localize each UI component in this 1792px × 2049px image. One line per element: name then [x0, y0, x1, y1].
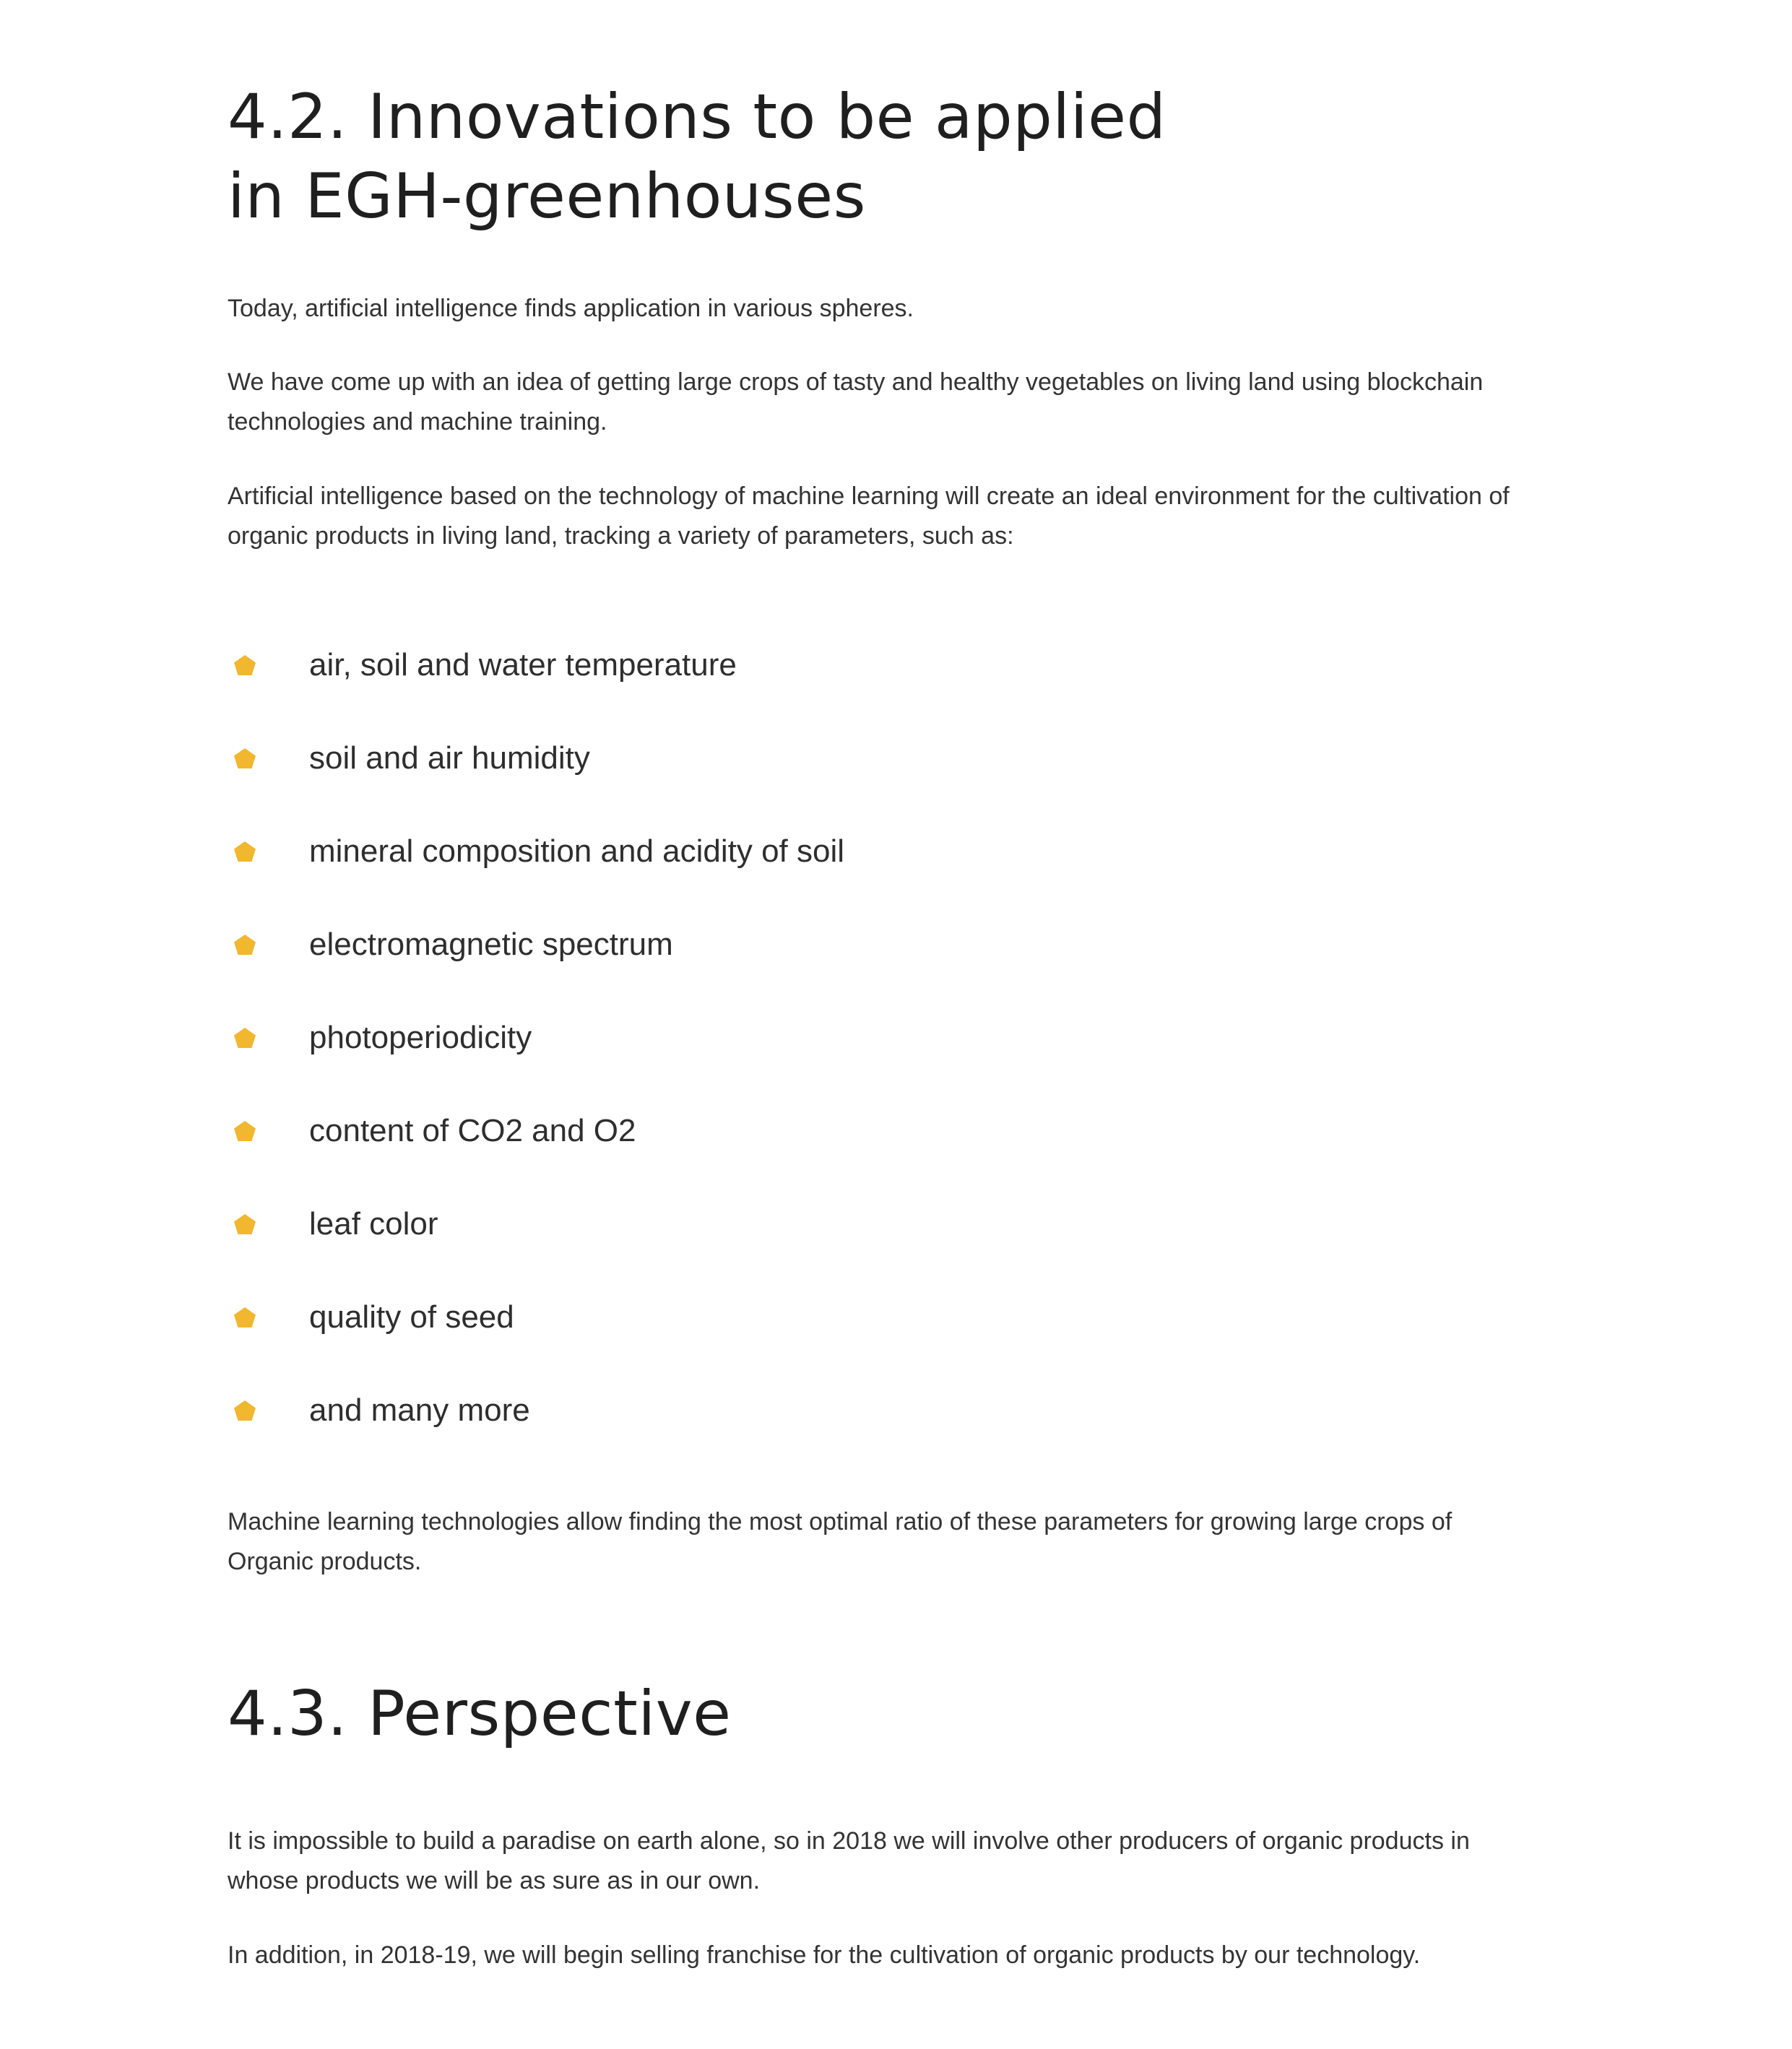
pentagon-bullet-icon [233, 1307, 256, 1328]
list-item-label: and many more [309, 1392, 530, 1428]
list-item-label: mineral composition and acidity of soil [309, 833, 845, 869]
list-item-label: quality of seed [309, 1299, 514, 1335]
pentagon-bullet-icon [233, 1120, 256, 1142]
list-item [228, 1084, 844, 1177]
list-item [228, 1177, 844, 1270]
list-item [228, 991, 844, 1084]
list-item [228, 1364, 844, 1457]
list-item-label: photoperiodicity [309, 1019, 532, 1055]
pentagon-bullet-icon [233, 748, 256, 769]
intro-paragraph: Today, artificial intelligence finds application in various spheres. [228, 295, 914, 322]
list-item [228, 898, 844, 991]
section-4-3-title: 4.3. Perspective [228, 1678, 732, 1750]
section-4-2-title [228, 77, 1455, 236]
section-4-2-title-line-2: in EGH-greenhouses [228, 160, 866, 233]
list-item-label: air, soil and water temperature [309, 646, 737, 683]
perspective-paragraph: It is impossible to build a paradise on earth alone, so in 2018 we will involve other producers of organic products in whose products we will be as sure as in our own. [228, 1827, 1470, 1894]
idea-paragraph: We have come up with an idea of getting large crops of tasty and healthy vegetables on living land using blockchain technologies and machine training. [228, 368, 1484, 436]
list-item-label: soil and air humidity [309, 740, 590, 776]
list-item [228, 1270, 844, 1364]
list-item [228, 805, 844, 898]
pentagon-bullet-icon [233, 1027, 256, 1049]
pentagon-bullet-icon [233, 934, 256, 956]
ai-paragraph: Artificial intelligence based on the technology of machine learning will create an ideal environment for the cultivation of organic products in living land, tracking a variety of parameters, such as: [228, 482, 1510, 550]
franchise-paragraph: In addition, in 2018-19, we will begin selling franchise for the cultivation of organic products by our technology. [228, 1941, 1421, 1969]
pentagon-bullet-icon [233, 654, 256, 676]
pentagon-bullet-icon [233, 1213, 256, 1235]
list-item-label: electromagnetic spectrum [309, 926, 673, 962]
pentagon-bullet-icon [233, 841, 256, 862]
section-4-2-title-line-1: 4.2. Innovations to be applied [228, 81, 1166, 153]
list-item [228, 711, 844, 805]
pentagon-bullet-icon [233, 1400, 256, 1421]
list-item-label: content of CO2 and O2 [309, 1112, 636, 1148]
parameter-list [228, 618, 844, 1457]
list-item [228, 618, 844, 711]
list-item-label: leaf color [309, 1205, 438, 1242]
conclusion-paragraph: Machine learning technologies allow finding the most optimal ratio of these parameters for growing large crops of Organic products. [228, 1508, 1453, 1575]
